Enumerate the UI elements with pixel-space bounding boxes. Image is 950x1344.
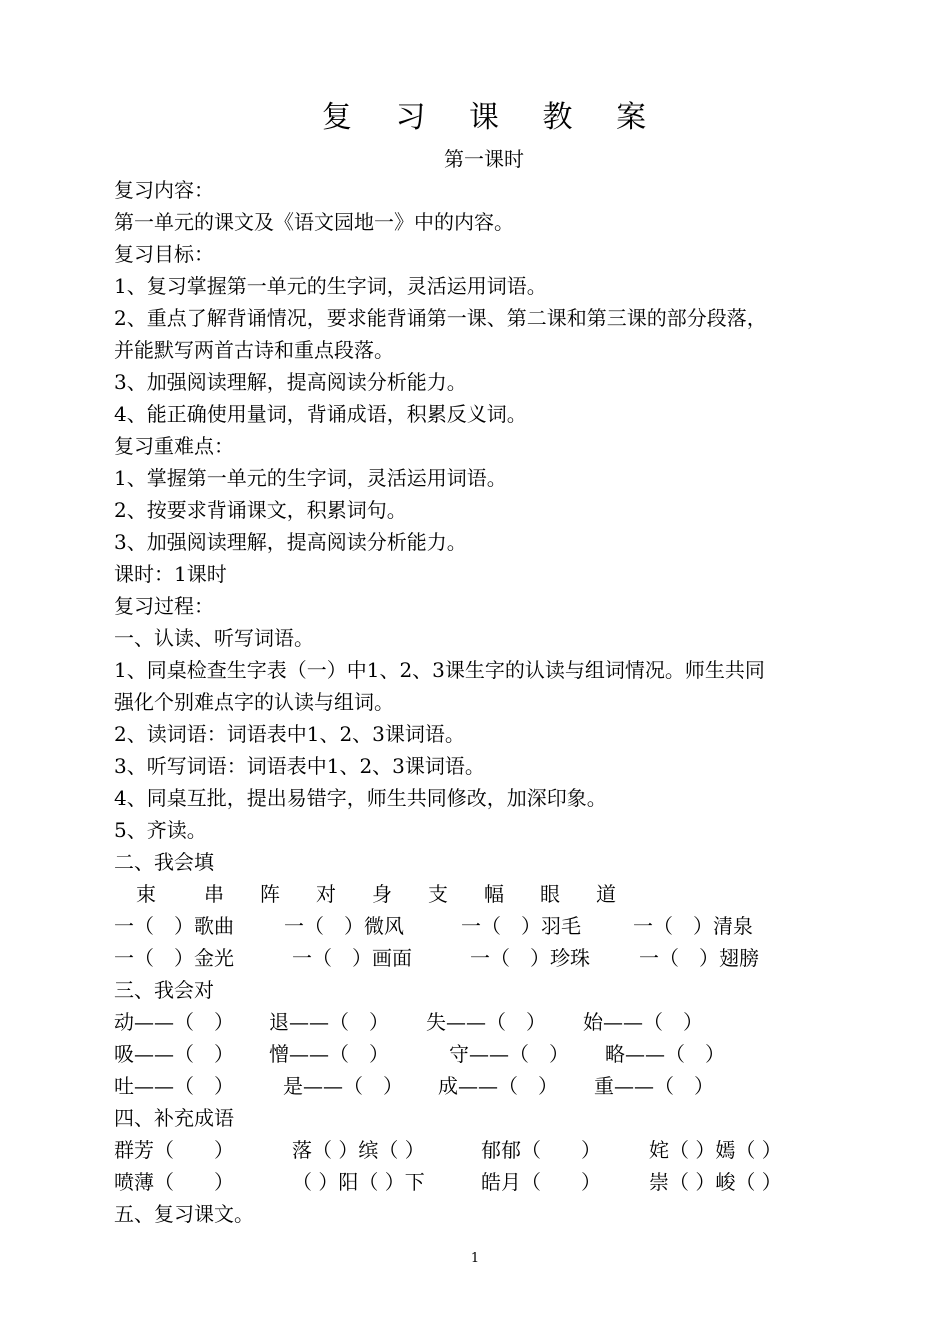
measure-word: 身 xyxy=(372,882,392,906)
text-line: 3、加强阅读理解，提高阅读分析能力。 xyxy=(114,370,467,394)
page-number: 1 xyxy=(470,1251,480,1266)
text-line: 1、同桌检查生字表（一）中1、2、3课生字的认读与组词情况。师生共同 xyxy=(114,658,765,682)
fill-item: 一（ ）羽毛 xyxy=(461,914,581,938)
antonym-item: 略——（ ） xyxy=(605,1042,725,1066)
fill-row xyxy=(114,942,854,974)
fill-item: 一（ ）微风 xyxy=(284,914,404,938)
text-line: 一、认读、听写词语。 xyxy=(114,626,314,650)
text-line: 强化个别难点字的认读与组词。 xyxy=(114,690,394,714)
text-line: 4、同桌互批，提出易错字，师生共同修改，加深印象。 xyxy=(114,786,607,810)
text-line: 4、能正确使用量词，背诵成语，积累反义词。 xyxy=(114,402,527,426)
text-line: 2、按要求背诵课文，积累词句。 xyxy=(114,498,407,522)
idiom-item: 皓月（ ） xyxy=(481,1170,601,1194)
idiom-item: 崇（ ）峻（ ） xyxy=(649,1170,782,1194)
measure-word: 支 xyxy=(428,882,448,906)
antonym-item: 憎——（ ） xyxy=(269,1042,389,1066)
lesson-subtitle: 第一课时 xyxy=(444,147,524,171)
antonym-item: 重——（ ） xyxy=(594,1074,714,1098)
antonym-item: 守——（ ） xyxy=(449,1042,569,1066)
idiom-item: 姹（ ）嫣（ ） xyxy=(649,1138,782,1162)
text-line: 1、复习掌握第一单元的生字词，灵活运用词语。 xyxy=(114,274,547,298)
section-heading: 四、补充成语 xyxy=(114,1106,234,1130)
text-line: 复习内容： xyxy=(114,178,214,202)
antonym-item: 成——（ ） xyxy=(438,1074,558,1098)
measure-word: 束 xyxy=(136,882,156,906)
fill-item: 一（ ）翅膀 xyxy=(639,946,759,970)
text-line: 3、听写词语：词语表中1、2、3课词语。 xyxy=(114,754,485,778)
document-title: 复 习 课 教 案 xyxy=(321,100,664,135)
idiom-row xyxy=(114,1166,854,1198)
section-heading: 五、复习课文。 xyxy=(114,1202,254,1226)
text-line: 复习目标： xyxy=(114,242,214,266)
measure-word: 幅 xyxy=(484,882,504,906)
antonym-item: 始——（ ） xyxy=(583,1010,703,1034)
idiom-item: 喷薄（ ） xyxy=(114,1170,234,1194)
measure-word: 串 xyxy=(204,882,224,906)
text-line: 3、加强阅读理解，提高阅读分析能力。 xyxy=(114,530,467,554)
measure-word: 道 xyxy=(596,882,616,906)
antonym-item: 失——（ ） xyxy=(426,1010,546,1034)
antonym-row xyxy=(114,1070,854,1102)
idiom-row xyxy=(114,1134,854,1166)
measure-word-row xyxy=(114,878,854,910)
fill-item: 一（ ）歌曲 xyxy=(114,914,234,938)
text-line: 第一单元的课文及《语文园地一》中的内容。 xyxy=(114,210,514,234)
text-line: 1、掌握第一单元的生字词，灵活运用词语。 xyxy=(114,466,507,490)
idiom-item: 落（ ）缤（ ） xyxy=(292,1138,425,1162)
text-line: 复习过程： xyxy=(114,594,214,618)
text-line: 复习重难点： xyxy=(114,434,234,458)
idiom-item: 群芳（ ） xyxy=(114,1138,234,1162)
text-line: 2、重点了解背诵情况，要求能背诵第一课、第二课和第三课的部分段落， xyxy=(114,306,767,330)
antonym-item: 退——（ ） xyxy=(269,1010,389,1034)
text-line: 2、读词语：词语表中1、2、3课词语。 xyxy=(114,722,465,746)
measure-word: 眼 xyxy=(540,882,560,906)
section-heading: 三、我会对 xyxy=(114,978,214,1002)
measure-word: 阵 xyxy=(260,882,280,906)
document-body xyxy=(114,174,854,1230)
text-line: 课时：1课时 xyxy=(114,562,227,586)
antonym-item: 是——（ ） xyxy=(283,1074,403,1098)
fill-item: 一（ ）画面 xyxy=(292,946,412,970)
antonym-row xyxy=(114,1006,854,1038)
antonym-item: 动——（ ） xyxy=(114,1010,234,1034)
antonym-item: 吸——（ ） xyxy=(114,1042,234,1066)
section-heading: 二、我会填 xyxy=(114,850,214,874)
text-line: 5、齐读。 xyxy=(114,818,207,842)
fill-row xyxy=(114,910,854,942)
idiom-item: （ ）阳（ ）下 xyxy=(292,1170,425,1194)
fill-item: 一（ ）珍珠 xyxy=(470,946,590,970)
antonym-row xyxy=(114,1038,854,1070)
fill-item: 一（ ）金光 xyxy=(114,946,234,970)
fill-item: 一（ ）清泉 xyxy=(633,914,753,938)
idiom-item: 郁郁（ ） xyxy=(481,1138,601,1162)
measure-word: 对 xyxy=(316,882,336,906)
antonym-item: 吐——（ ） xyxy=(114,1074,234,1098)
text-line: 并能默写两首古诗和重点段落。 xyxy=(114,338,394,362)
